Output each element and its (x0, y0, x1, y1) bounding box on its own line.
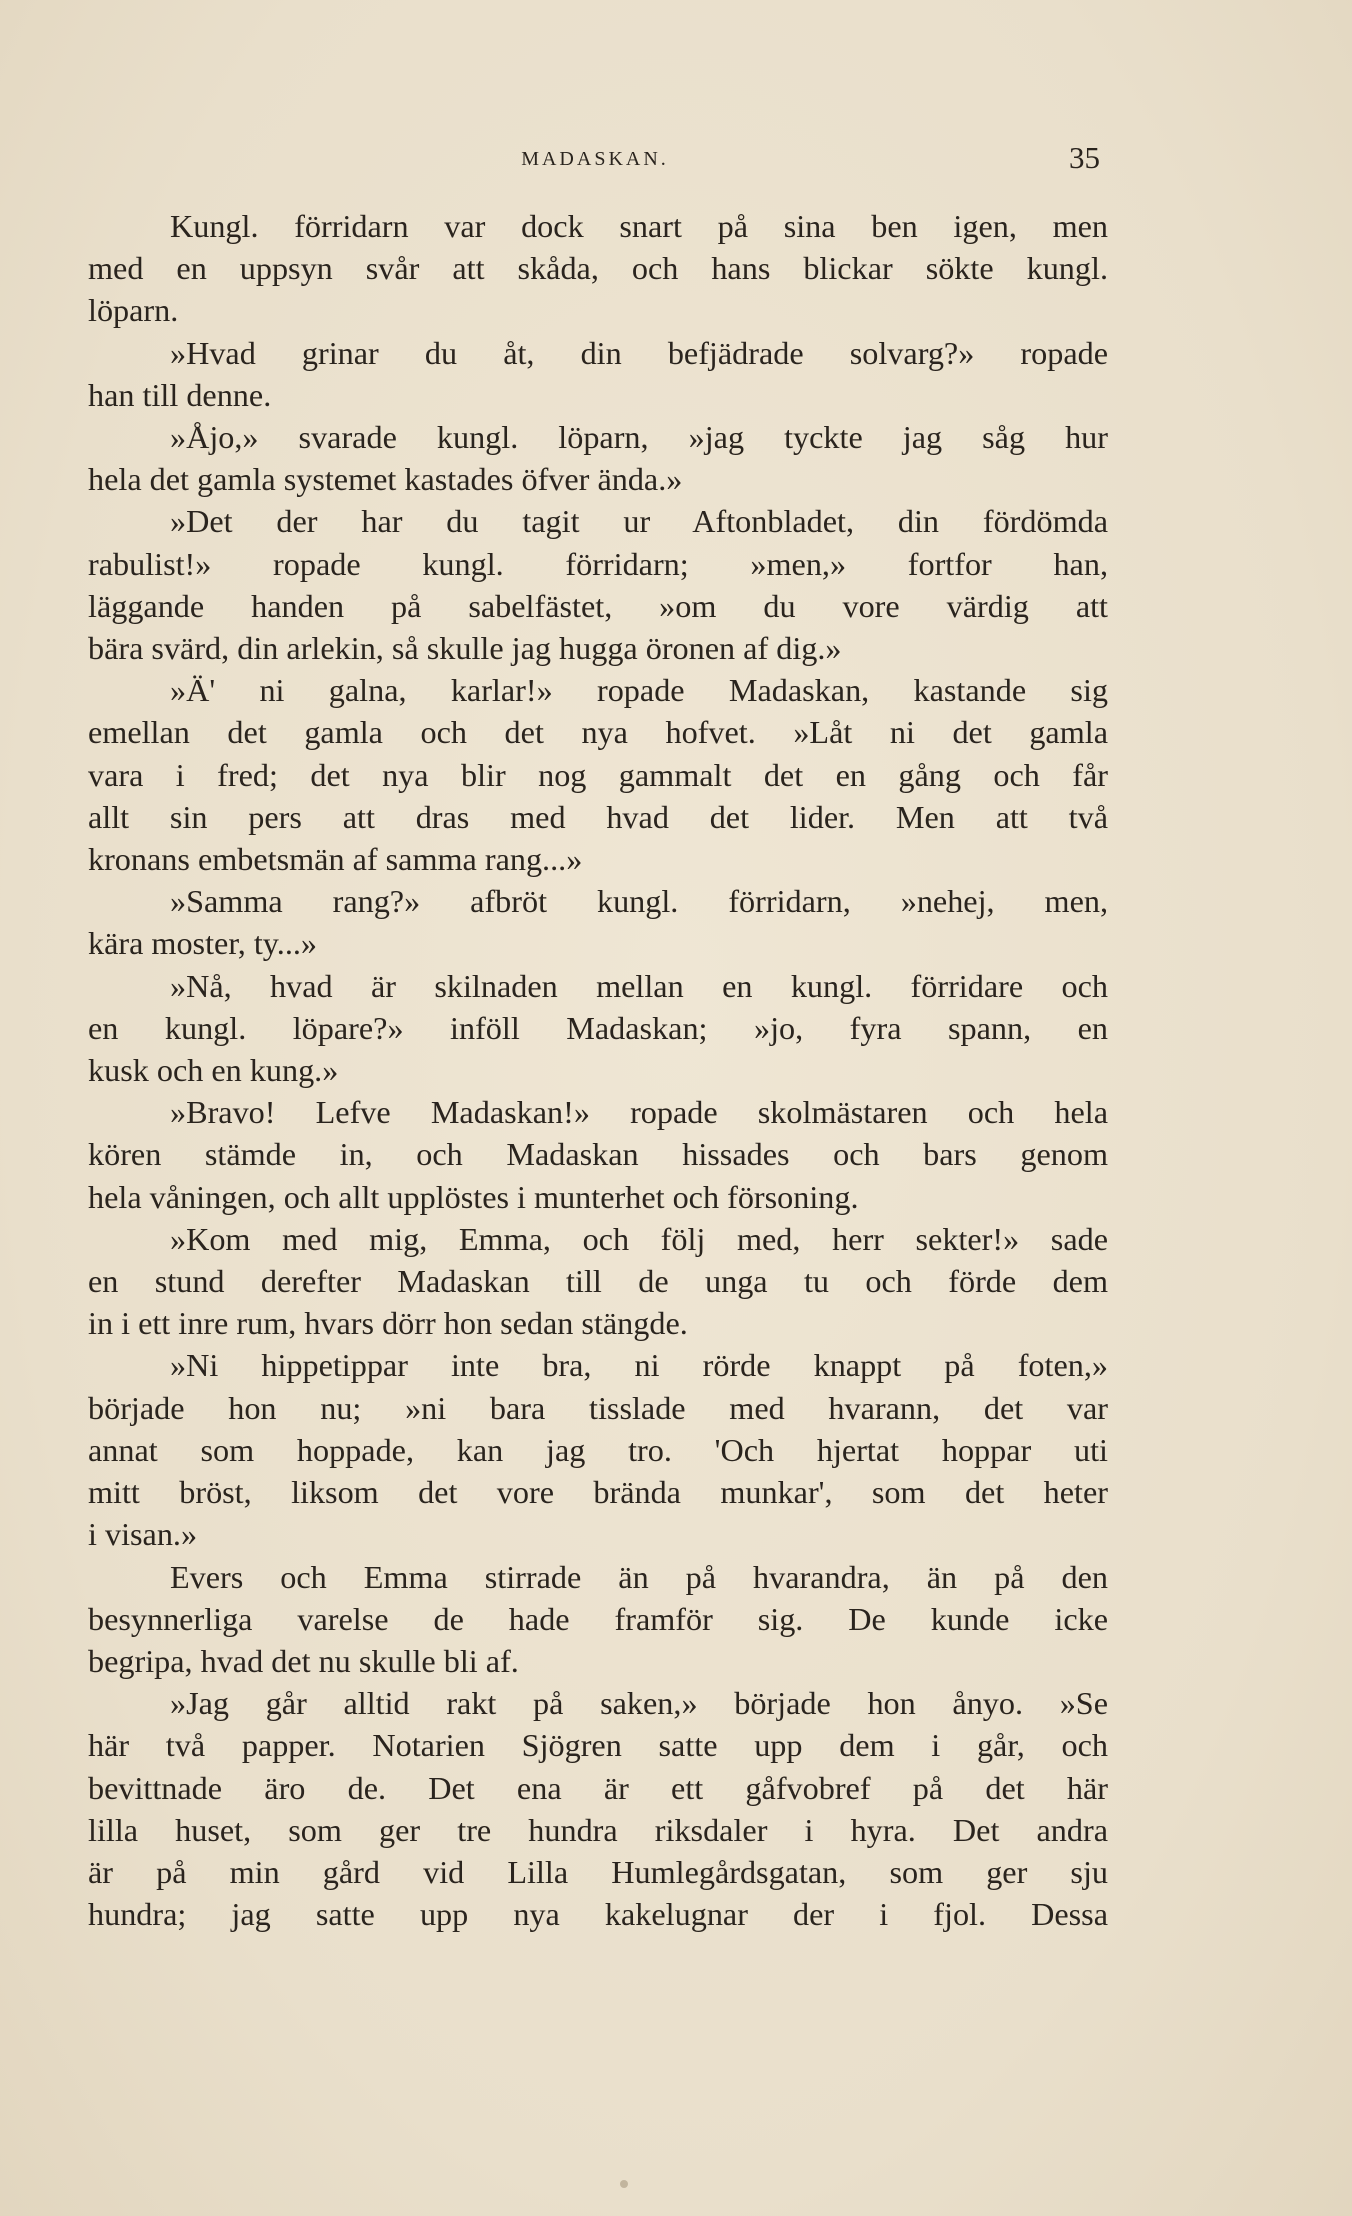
text-line: här två papper. Notarien Sjögren satte upp dem i går, och (88, 1727, 1108, 1764)
text-line: »Ni hippetippar inte bra, ni rörde knappt på foten,» (170, 1347, 1108, 1384)
text-line: hundra; jag satte upp nya kakelugnar der i fjol. Dessa (88, 1896, 1108, 1933)
text-line: kusk och en kung.» (88, 1052, 339, 1089)
text-line: »Bravo! Lefve Madaskan!» ropade skolmästaren och hela (170, 1094, 1108, 1131)
text-line: mitt bröst, liksom det vore brända munkar', som det heter (88, 1474, 1108, 1511)
running-title: MADASKAN. (521, 148, 669, 170)
text-line: kören stämde in, och Madaskan hissades och bars genom (88, 1136, 1108, 1173)
text-line: läggande handen på sabelfästet, »om du vore värdig att (88, 587, 1108, 624)
text-line: kära moster, ty...» (88, 925, 318, 962)
text-line: emellan det gamla och det nya hofvet. »Låt ni det gamla (88, 714, 1108, 751)
paper-stain (620, 2180, 628, 2188)
text-line: han till denne. (88, 376, 272, 413)
text-line: »Samma rang?» afbröt kungl. förridarn, »nehej, men, (170, 883, 1108, 920)
text-line: besynnerliga varelse de hade framför sig. De kunde icke (88, 1600, 1108, 1637)
text-line: bevittnade äro de. Det ena är ett gåfvobref på det här (88, 1769, 1108, 1806)
text-line: in i ett inre rum, hvars dörr hon sedan stängde. (88, 1305, 688, 1342)
text-line: med en uppsyn svår att skåda, och hans blickar sökte kungl. (88, 250, 1108, 287)
text-line: »Nå, hvad är skilnaden mellan en kungl. förridare och (170, 967, 1108, 1004)
body-text (88, 205, 1108, 1935)
text-line: bära svärd, din arlekin, så skulle jag hugga öronen af dig.» (88, 630, 842, 667)
text-line: »Ä' ni galna, karlar!» ropade Madaskan, kastande sig (170, 672, 1108, 709)
text-line: är på min gård vid Lilla Humlegårdsgatan, som ger sju (88, 1853, 1108, 1890)
text-line: hela våningen, och allt upplöstes i munterhet och försoning. (88, 1178, 859, 1215)
page-header (90, 140, 1100, 190)
text-line: kronans embetsmän af samma rang...» (88, 841, 583, 878)
text-line: »Åjo,» svarade kungl. löparn, »jag tyckte jag såg hur (170, 419, 1108, 456)
text-line: Kungl. förridarn var dock snart på sina ben igen, men (170, 208, 1108, 244)
text-line: vara i fred; det nya blir nog gammalt det en gång och får (88, 756, 1108, 793)
text-line: löparn. (88, 292, 179, 329)
text-line: »Kom med mig, Emma, och följ med, herr sekter!» sade (170, 1220, 1108, 1257)
text-line: började hon nu; »ni bara tisslade med hvarann, det var (88, 1389, 1108, 1426)
text-line: i visan.» (88, 1516, 198, 1553)
text-line: rabulist!» ropade kungl. förridarn; »men,» fortfor han, (88, 545, 1108, 582)
text-line: hela det gamla systemet kastades öfver ända.» (88, 461, 683, 498)
text-line: allt sin pers att dras med hvad det lider. Men att två (88, 798, 1108, 835)
text-line: en kungl. löpare?» inföll Madaskan; »jo, fyra spann, en (88, 1009, 1108, 1046)
text-line: »Hvad grinar du åt, din befjädrade solvarg?» ropade (170, 334, 1108, 371)
text-line: »Jag går alltid rakt på saken,» började hon ånyo. »Se (170, 1685, 1108, 1722)
text-line: begripa, hvad det nu skulle bli af. (88, 1642, 519, 1679)
text-line: »Det der har du tagit ur Aftonbladet, din fördömda (170, 503, 1108, 540)
text-line: lilla huset, som ger tre hundra riksdaler i hyra. Det andra (88, 1811, 1108, 1848)
text-line: Evers och Emma stirrade än på hvarandra, än på den (170, 1558, 1108, 1595)
text-line: en stund derefter Madaskan till de unga tu och förde dem (88, 1263, 1108, 1300)
page-number: 35 (1069, 140, 1100, 175)
text-line: annat som hoppade, kan jag tro. 'Och hjertat hoppar uti (88, 1431, 1108, 1468)
